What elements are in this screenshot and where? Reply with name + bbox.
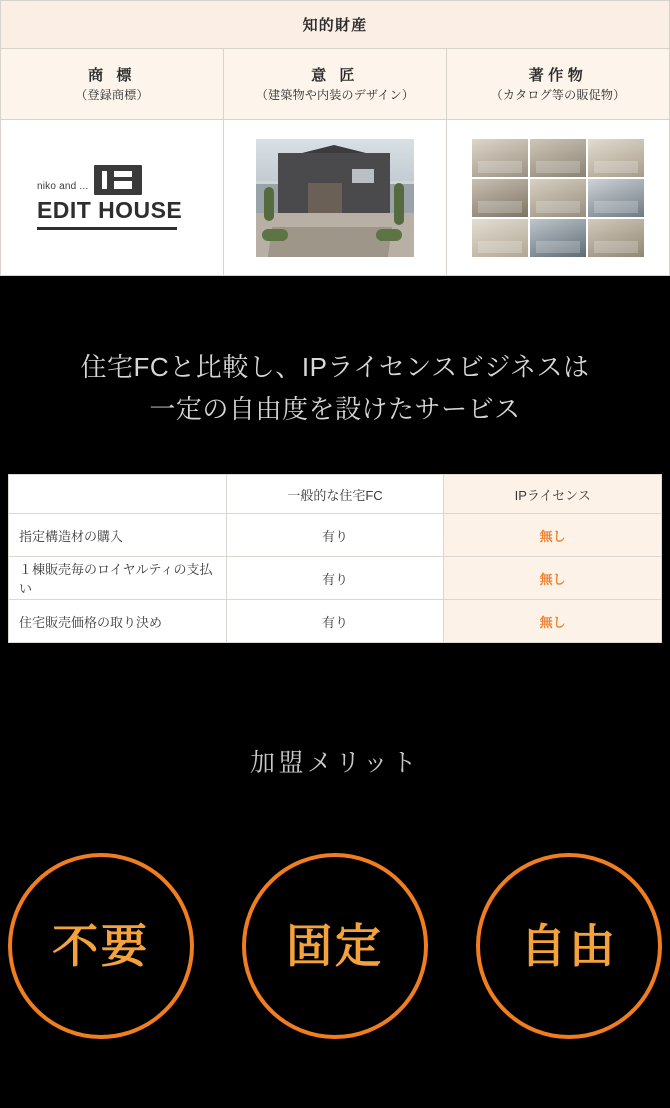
ip-column-title-trademark: 商 標 (88, 66, 136, 84)
ip-cell-copyright-inner (447, 120, 669, 275)
photo-shrub-right (376, 229, 402, 241)
catalog-photo-4 (472, 179, 528, 217)
edit-house-logo (37, 165, 187, 230)
logo-brand-main: EDIT HOUSE (37, 197, 183, 223)
table-row (9, 514, 662, 557)
catalog-photo-9 (588, 219, 644, 257)
comparison-header-fc: 一般的な住宅FC (226, 475, 444, 514)
headline-line-2: 一定の自由度を設けたサービス (149, 394, 521, 425)
comparison-row-fc-1: 有り (226, 514, 444, 557)
merit-circle-3 (476, 853, 662, 1039)
comparison-row-label-2: １棟販売毎のロイヤルティの支払い (9, 557, 227, 600)
ip-column-title-design: 意 匠 (311, 66, 359, 84)
ip-column-header-copyright (447, 49, 670, 120)
comparison-header-ip: IPライセンス (444, 475, 662, 514)
ip-column-subtitle-copyright: （カタログ等の販促物） (490, 87, 626, 102)
comparison-row-ip-1: 無し (444, 514, 662, 557)
comparison-row-label-1: 指定構造材の購入 (9, 514, 227, 557)
photo-tree-right (394, 183, 404, 225)
ip-table-header: 知的財産 (1, 1, 670, 49)
ip-cell-design (224, 120, 447, 276)
merit-circle-label-2: 固定 (286, 920, 384, 973)
catalog-photo-3 (588, 139, 644, 177)
photo-door (308, 183, 342, 215)
logo-underline (37, 227, 177, 230)
catalog-photo-6 (588, 179, 644, 217)
catalog-photo-7 (472, 219, 528, 257)
ip-cell-copyright (447, 120, 670, 276)
catalog-photo-2 (530, 139, 586, 177)
edit-house-logo-icon (94, 165, 142, 195)
ip-column-title-copyright: 著作物 (528, 66, 588, 84)
comparison-table-wrapper (0, 430, 670, 643)
logo-top-row (37, 165, 187, 195)
comparison-header-row (9, 475, 662, 514)
comparison-row-label-3: 住宅販売価格の取り決め (9, 600, 227, 643)
ip-column-subtitle-design: （建築物や内装のデザイン） (255, 87, 415, 102)
ip-column-header-design (224, 49, 447, 120)
comparison-row-fc-3: 有り (226, 600, 444, 643)
ip-cell-design-inner (224, 120, 446, 275)
comparison-header-blank (9, 475, 227, 514)
merit-circle-2 (242, 853, 428, 1039)
catalog-photo-1 (472, 139, 528, 177)
comparison-row-ip-3: 無し (444, 600, 662, 643)
house-exterior-photo (256, 139, 414, 257)
ip-cell-trademark-inner (1, 120, 223, 275)
merit-circle-label-1: 不要 (52, 920, 150, 973)
ip-cell-trademark (1, 120, 224, 276)
catalog-photo-8 (530, 219, 586, 257)
merit-circles (0, 779, 670, 1039)
comparison-row-fc-2: 有り (226, 557, 444, 600)
comparison-row-ip-2: 無し (444, 557, 662, 600)
merit-circle-label-3: 自由 (520, 920, 618, 973)
photo-window (352, 169, 374, 183)
merit-section-title: 加盟メリット (249, 749, 420, 778)
catalog-photo-5 (530, 179, 586, 217)
photo-shrub-left (262, 229, 288, 241)
headline-line-1: 住宅FCと比較し、IPライセンスビジネスは (80, 352, 590, 382)
logo-brand-small: niko and ... (37, 181, 89, 192)
photo-tree-left (264, 187, 274, 221)
ip-column-header-trademark (1, 49, 224, 120)
intellectual-property-table (0, 0, 670, 276)
section-headline (0, 276, 670, 430)
merit-circle-1 (8, 853, 194, 1039)
table-row (9, 600, 662, 643)
catalog-photo-grid (472, 139, 644, 257)
comparison-table (8, 474, 662, 643)
table-row (9, 557, 662, 600)
ip-column-subtitle-trademark: （登録商標） (75, 87, 149, 102)
logo-mark-bar (114, 177, 132, 181)
